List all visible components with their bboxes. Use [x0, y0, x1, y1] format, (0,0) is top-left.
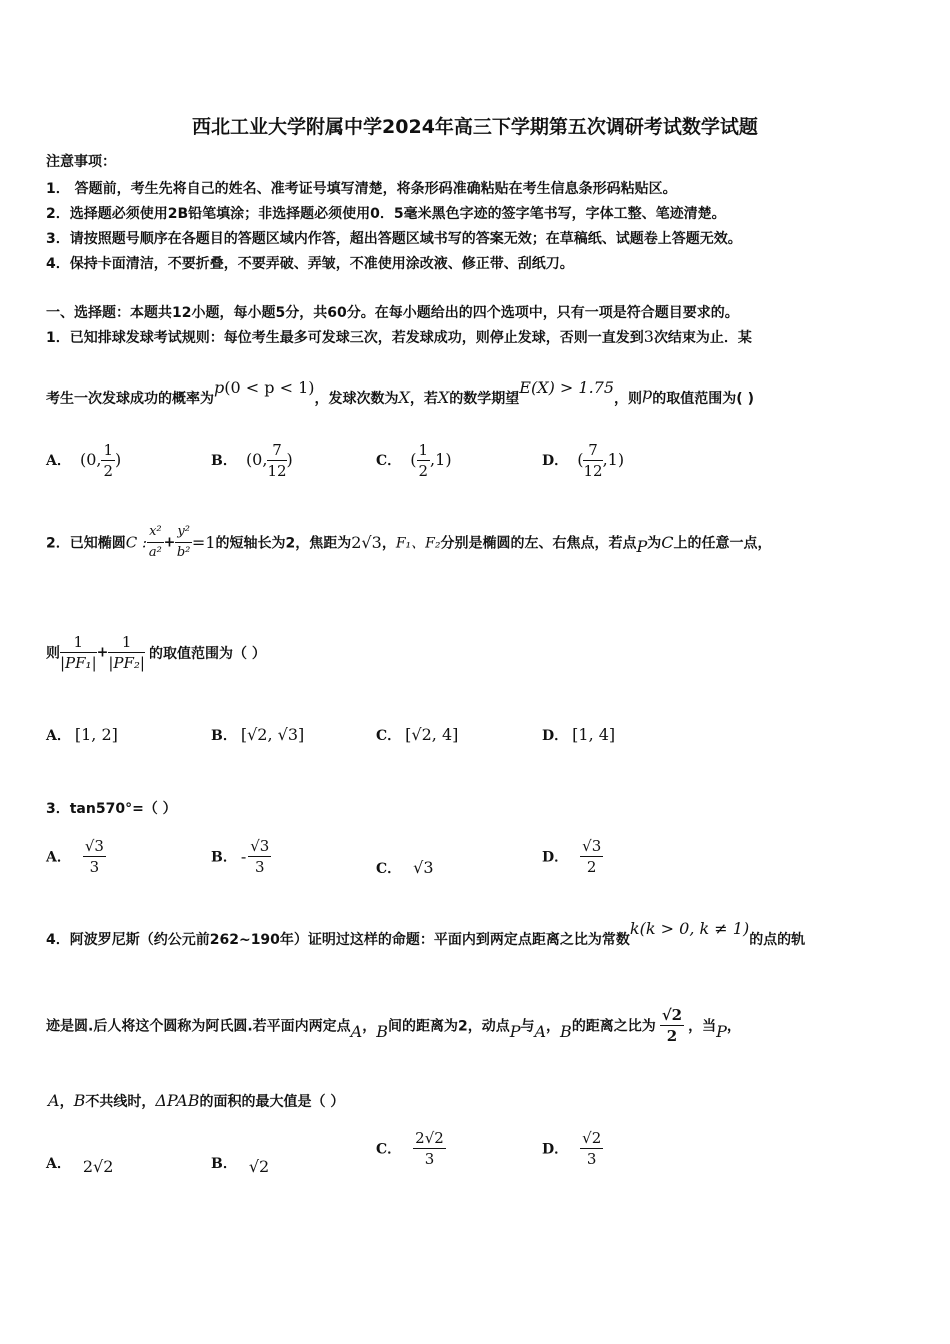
- option-value: [√2, 4]: [405, 725, 459, 744]
- q4-text: 间的距离为2，动点: [387, 1018, 510, 1035]
- q2-equals-one: =1: [191, 533, 216, 552]
- q4-triangle: ΔPAB: [155, 1091, 200, 1110]
- q4-text: 的距离之比为: [571, 1018, 656, 1035]
- notice-heading: 注意事项：: [46, 154, 116, 170]
- question-1-line-1: [46, 327, 752, 347]
- fraction-numerator: 1: [103, 441, 114, 459]
- option-prefix: -: [240, 847, 247, 866]
- option-letter: A．: [46, 453, 71, 469]
- fraction-numerator: √3: [582, 837, 602, 855]
- option-fraction: [83, 836, 106, 877]
- q2-fraction-y: [175, 522, 192, 563]
- option-letter: C．: [376, 1141, 402, 1158]
- q2-text: ，: [381, 535, 396, 552]
- option-letter: C．: [376, 861, 402, 877]
- q4-option-b[interactable]: [211, 1153, 270, 1176]
- fraction-denominator: 12: [267, 462, 287, 480]
- option-letter: A．: [46, 849, 71, 866]
- fraction-denominator: b²: [176, 545, 191, 560]
- option-fraction: [580, 836, 603, 877]
- q4-point-p: P: [716, 1022, 727, 1041]
- q1-condition: (0 < p < 1): [224, 378, 315, 397]
- option-fraction: [413, 1128, 446, 1169]
- q4-text: ，: [546, 1018, 561, 1035]
- q2-text: 为: [647, 535, 662, 552]
- option-fraction: [583, 440, 602, 481]
- fraction-numerator: y²: [175, 522, 192, 543]
- option-letter: C．: [376, 453, 402, 469]
- option-letter: A．: [46, 728, 71, 744]
- q1-text-end: 次结束为止．某: [653, 330, 752, 346]
- fraction-numerator: √2: [661, 1006, 683, 1024]
- option-value: √2: [248, 1157, 270, 1176]
- fraction-numerator: √3: [250, 837, 270, 855]
- option-value: [√2, √3]: [240, 725, 305, 744]
- notice-item: 1． 答题前，考生先将自己的姓名、准考证号填写清楚，将条形码准确粘贴在考生信息条形码粘贴区。: [46, 181, 677, 197]
- option-letter: B．: [211, 849, 237, 866]
- fraction-denominator: 2: [418, 462, 429, 480]
- option-left: (0,: [79, 450, 102, 469]
- q4-text: 的点的轨: [749, 932, 806, 948]
- option-right: ,1): [602, 450, 625, 469]
- q2-plus: +: [163, 534, 176, 551]
- q1-option-b[interactable]: [211, 440, 293, 481]
- fraction-numerator: 1: [60, 632, 97, 653]
- fraction-denominator: 12: [583, 462, 603, 480]
- question-4-line-1: [46, 919, 806, 949]
- fraction-numerator: √3: [84, 837, 104, 855]
- q2-text: 上的任意一点，: [673, 535, 772, 552]
- option-fraction: [101, 440, 115, 481]
- fraction-denominator: 3: [255, 858, 265, 876]
- q1-option-a[interactable]: [46, 440, 121, 481]
- q4-text: ，当: [688, 1018, 717, 1035]
- q1-p: p: [214, 378, 225, 397]
- option-letter: D．: [542, 1141, 569, 1158]
- option-value: √3: [413, 858, 434, 877]
- q2-point-p: P: [636, 537, 648, 556]
- q4-point-a: A: [534, 1022, 547, 1041]
- fraction-numerator: x²: [147, 522, 164, 543]
- q4-point-b: B: [376, 1022, 388, 1041]
- fraction-numerator: √2: [582, 1129, 602, 1147]
- option-fraction: [417, 440, 431, 481]
- q4-option-c[interactable]: [376, 1128, 446, 1169]
- q1-text: ，则: [614, 391, 643, 407]
- section-heading: 一、选择题：本题共12小题，每小题5分，共60分。在每小题给出的四个选项中，只有一项是符合题目要求的。: [46, 305, 739, 321]
- q1-text: 的取值范围为( ): [652, 391, 754, 407]
- option-value: [1, 4]: [572, 725, 616, 744]
- question-2-line-1: [46, 522, 771, 563]
- option-left: (: [410, 450, 417, 469]
- q2-ellipse-name: C: [661, 533, 674, 552]
- question-4-line-2: [46, 1005, 741, 1046]
- q2-text: 则: [46, 645, 60, 662]
- fraction-numerator: 7: [583, 440, 602, 461]
- q2-text: 的短轴长为2，焦距为: [215, 535, 352, 552]
- q2-option-d[interactable]: [542, 725, 615, 745]
- fraction-numerator: 7: [267, 440, 286, 461]
- q1-p: p: [642, 384, 653, 403]
- option-left: (0,: [245, 450, 268, 469]
- option-letter: C．: [376, 728, 402, 744]
- fraction-denominator: 2: [586, 858, 597, 876]
- option-letter: B．: [211, 1156, 237, 1172]
- q4-text: ，: [726, 1018, 741, 1035]
- q3-option-d[interactable]: [542, 836, 603, 877]
- option-letter: D．: [542, 849, 569, 866]
- q1-text: 考生一次发球成功的概率为: [46, 391, 214, 407]
- option-fraction: [267, 440, 286, 481]
- question-1-line-2: [46, 378, 754, 408]
- fraction-denominator: |PF₂|: [108, 654, 145, 672]
- q3-option-a[interactable]: [46, 836, 106, 877]
- fraction-denominator: a²: [148, 545, 162, 560]
- question-3: 3．tan570°=（ ）: [46, 801, 177, 817]
- q4-point-a: A: [48, 1091, 60, 1110]
- q4-text: ，: [362, 1018, 377, 1035]
- q4-text: ，: [59, 1094, 74, 1110]
- option-right: ): [115, 450, 122, 469]
- q1-text: ，若: [409, 391, 438, 407]
- option-right: ): [286, 450, 293, 469]
- q4-text: 迹是圆.后人将这个圆称为阿氏圆.若平面内两定点: [46, 1018, 351, 1035]
- option-value: 2√2: [82, 1157, 114, 1176]
- q2-focal-length: 2√3: [351, 533, 382, 552]
- question-4-line-3: [48, 1091, 344, 1111]
- option-letter: A．: [46, 1156, 71, 1172]
- q4-ratio: [660, 1005, 684, 1046]
- q2-fraction-pf2: [108, 632, 145, 673]
- option-value: [1, 2]: [74, 725, 118, 744]
- q4-option-a[interactable]: [46, 1153, 114, 1176]
- q4-text: 不共线时，: [85, 1094, 156, 1110]
- q2-foci: F₁、F₂: [395, 535, 441, 552]
- q1-option-d[interactable]: [542, 440, 624, 481]
- q4-constant-k: k(k > 0, k ≠ 1): [629, 919, 750, 938]
- notice-item: 4．保持卡面清洁，不要折叠，不要弄破、弄皱，不准使用涂改液、修正带、刮纸刀。: [46, 256, 574, 272]
- q1-var-x: X: [398, 388, 410, 407]
- fraction-denominator: |PF₁|: [60, 654, 97, 672]
- q1-var-x: X: [437, 388, 450, 407]
- q4-point-p: P: [509, 1022, 521, 1041]
- q2-text: 2．已知椭圆: [46, 535, 126, 552]
- q3-option-b[interactable]: [211, 836, 271, 877]
- fraction-denominator: 3: [586, 1150, 597, 1168]
- option-fraction: [248, 836, 271, 877]
- fraction-denominator: 2: [666, 1027, 678, 1045]
- q2-option-b[interactable]: [211, 725, 304, 745]
- q4-point-b: B: [560, 1022, 572, 1041]
- fraction-numerator: 1: [108, 632, 145, 653]
- q2-plus: +: [96, 644, 109, 661]
- question-2-line-2: [46, 632, 266, 673]
- fraction-denominator: 2: [103, 462, 114, 480]
- q4-text: 与: [520, 1018, 535, 1035]
- q2-fraction-pf1: [60, 632, 97, 673]
- q2-ellipse-name: C :: [125, 533, 148, 552]
- q1-text: ，发球次数为: [314, 391, 399, 407]
- q1-option-c[interactable]: [376, 440, 452, 481]
- q1-expectation: E(X) > 1.75: [519, 378, 615, 397]
- q2-option-a[interactable]: [46, 725, 118, 745]
- q2-text: 的取值范围为（ ）: [148, 645, 266, 662]
- q4-option-d[interactable]: [542, 1128, 603, 1169]
- q4-text: 4．阿波罗尼斯（约公元前262~190年）证明过这样的命题：平面内到两定点距离之比为常数: [46, 932, 630, 948]
- q2-option-c[interactable]: [376, 725, 458, 745]
- option-letter: B．: [211, 453, 237, 469]
- q4-text: 的面积的最大值是（ ）: [199, 1094, 345, 1110]
- q1-text: 1．已知排球发球考试规则：每位考生最多可发球三次，若发球成功，则停止发球，否则一直发到: [46, 330, 644, 346]
- q2-text: 分别是椭圆的左、右焦点，若点: [440, 535, 637, 552]
- fraction-denominator: 3: [89, 858, 100, 876]
- option-letter: D．: [542, 453, 569, 469]
- option-letter: D．: [542, 728, 569, 744]
- fraction-numerator: 2√2: [415, 1129, 444, 1147]
- q1-text: 的数学期望: [449, 391, 520, 407]
- fraction-numerator: 1: [418, 441, 429, 459]
- notice-item: 3．请按照题号顺序在各题目的答题区域内作答，超出答题区域书写的答案无效；在草稿纸、试题卷上答题无效。: [46, 231, 742, 247]
- notice-item: 2．选择题必须使用2B铅笔填涂；非选择题必须使用0．5毫米黑色字迹的签字笔书写，字体工整、笔迹清楚。: [46, 206, 726, 222]
- page-title: 西北工业大学附属中学2024年高三下学期第五次调研考试数学试题: [192, 116, 758, 138]
- option-right: ,1): [430, 450, 452, 469]
- q2-fraction-x: [147, 522, 164, 563]
- q3-option-c[interactable]: [376, 858, 434, 878]
- q4-point-b: B: [73, 1091, 86, 1110]
- q1-number: 3: [643, 327, 654, 346]
- q4-point-a: A: [350, 1022, 363, 1041]
- fraction-denominator: 3: [424, 1150, 435, 1168]
- option-left: (: [577, 450, 584, 469]
- option-letter: B．: [211, 728, 237, 744]
- option-fraction: [580, 1128, 603, 1169]
